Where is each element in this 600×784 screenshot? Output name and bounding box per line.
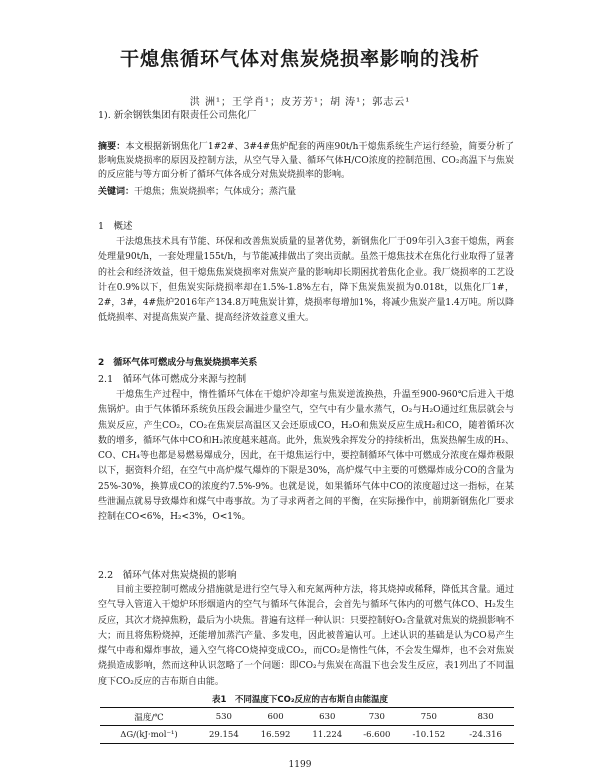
- table-row-label: ΔG/(kJ·mol⁻¹): [100, 726, 198, 744]
- table-cell: -10.152: [400, 726, 457, 744]
- table-cell: -24.316: [457, 726, 514, 744]
- table-row: [100, 726, 514, 744]
- table-cell: 11.224: [301, 726, 353, 744]
- table-cell: 16.592: [250, 726, 302, 744]
- table-header-cell: 830: [457, 708, 514, 726]
- author-list: 洪 洲¹；王学肖¹；皮芳芳¹；胡 涛¹；郭志云¹: [189, 97, 411, 108]
- table-header-cell: 530: [198, 708, 250, 726]
- section-2-2-heading: 2.2 循环气体对焦炭烧损的影响: [98, 570, 237, 581]
- table-1-caption: 表1 不同温度下CO₂反应的吉布斯自由能温度: [211, 695, 389, 705]
- table-header-cell: 630: [301, 708, 353, 726]
- table-header-cell: 730: [353, 708, 400, 726]
- section-1-heading: 1 概述: [98, 221, 133, 232]
- section-2-heading: 2 循环气体可燃成分与焦炭烧损率关系: [98, 358, 258, 368]
- abstract-label: 摘要：: [98, 142, 126, 152]
- table-header-row: [100, 708, 514, 726]
- paragraph-combustible-source: 干熄焦生产过程中，惰性循环气体在干熄炉冷却室与焦炭逆流换热，升温至900-960℃后进入干熄焦锅炉。由于气体循环系统负压段会漏进少量空气，空气中有少量水蒸气，O₂与H₂O通过红焦层就会与焦炭反应，产生CO₂，CO₂在焦炭层高温区又会还原成CO，H₂O和焦炭反应生成H₂和CO，随着循环次数的增多，循环气体中CO和H₂浓度越来越高。此外，焦炭残余挥发分的持续析出，焦炭热解生成的H₂、CO、CH₄等也都是易燃易爆成分，因此，在干熄焦运行中，要控制循环气体中可燃成分浓度在爆炸极限以下，据资料介绍，在空气中高炉煤气爆炸的下限是30%，高炉煤气中主要的可燃爆炸成分CO的含量为25%-30%，换算成CO的浓度约7.5%-9%。也就是说，如果循环气体中CO的浓度超过这一指标，在某些泄漏点就易导致爆炸和煤气中毒事故。为了寻求两者之间的平衡，在实际操作中，前期新钢焦化厂要求控制在CO<6%，H₂<3%，O<1%。: [98, 390, 514, 523]
- page-number: 1199: [288, 760, 312, 770]
- keywords-text: 干熄焦；焦炭烧损率；气体成分；蒸汽量: [134, 187, 297, 197]
- section-2-1-heading: 2.1 循环气体可燃成分来源与控制: [98, 374, 247, 385]
- paragraph-coke-burn-loss: 目前主要控制可燃成分措施就是进行空气导入和充氮两种方法，将其烧掉或稀释，降低其含量。通过空气导入管道入干熄炉环形烟道内的空气与循环气体混合，会首先与循环气体内的可燃气体CO、H₂发生反应，其次才烧掉焦粉，最后为小块焦。普遍有这样一种认识：只要控制好O₂含量就对焦炭的烧损影响不大；而且将焦粉烧掉，还能增加蒸汽产量、多发电，因此被普遍认可。上述认识的基础是认为CO易产生煤气中毒和爆炸事故，通入空气将CO烧掉变成CO₂，而CO₂是惰性气体，不会发生爆炸，也不会对焦炭烧损造成影响，然而这种认识忽略了一个问题：即CO₂与焦炭在高温下也会发生反应，表1列出了不同温度下CO₂反应的吉布斯自由能。: [98, 585, 514, 687]
- table-cell: 29.154: [198, 726, 250, 744]
- abstract-text: 本文根据新钢焦化厂1#2#、3#4#焦炉配套的两座90t/h干熄焦系统生产运行经验，简要分析了影响焦炭烧损率的原因及控制方法，从空气导入量、循环气体H/CO浓度的控制范围、CO₂高温下与焦炭的反应能与等方面分析了循环气体各成分对焦炭烧损率的影响。: [98, 142, 514, 181]
- table-1: [100, 707, 514, 744]
- paper-title: 干熄焦循环气体对焦炭烧损率影响的浅析: [119, 48, 480, 70]
- abstract: [98, 140, 514, 183]
- table-header-label: 温度/℃: [100, 708, 198, 726]
- keywords: [98, 184, 514, 197]
- table-header-cell: 750: [400, 708, 457, 726]
- table-cell: -6.600: [353, 726, 400, 744]
- affiliation: 1). 新余钢铁集团有限责任公司焦化厂: [98, 110, 257, 121]
- paragraph-overview: 干法熄焦技术具有节能、环保和改善焦炭质量的显著优势，新钢焦化厂于09年引入3套干熄焦，两套处理量90t/h，一套处理量155t/h，与节能减排做出了突出贡献。虽然干熄焦技术在焦化行业取得了显著的社会和经济效益，但干熄焦焦炭烧损率对焦炭产量的影响却长期困扰着焦化企业。我厂烧损率的工艺设计在0.9%以下，但焦炭实际烧损率却在1.5%-1.8%左右，降下焦炭焦炭损为0.018t，以焦化厂1#，2#，3#，4#焦炉2016年产134.8万吨焦炭计算，烧损率每增加1%，将减少焦炭产量1.4万吨。所以降低烧损率、对提高焦炭产量、提高经济效益意义重大。: [98, 237, 514, 324]
- table-header-cell: 600: [250, 708, 302, 726]
- keywords-label: 关键词：: [98, 187, 135, 197]
